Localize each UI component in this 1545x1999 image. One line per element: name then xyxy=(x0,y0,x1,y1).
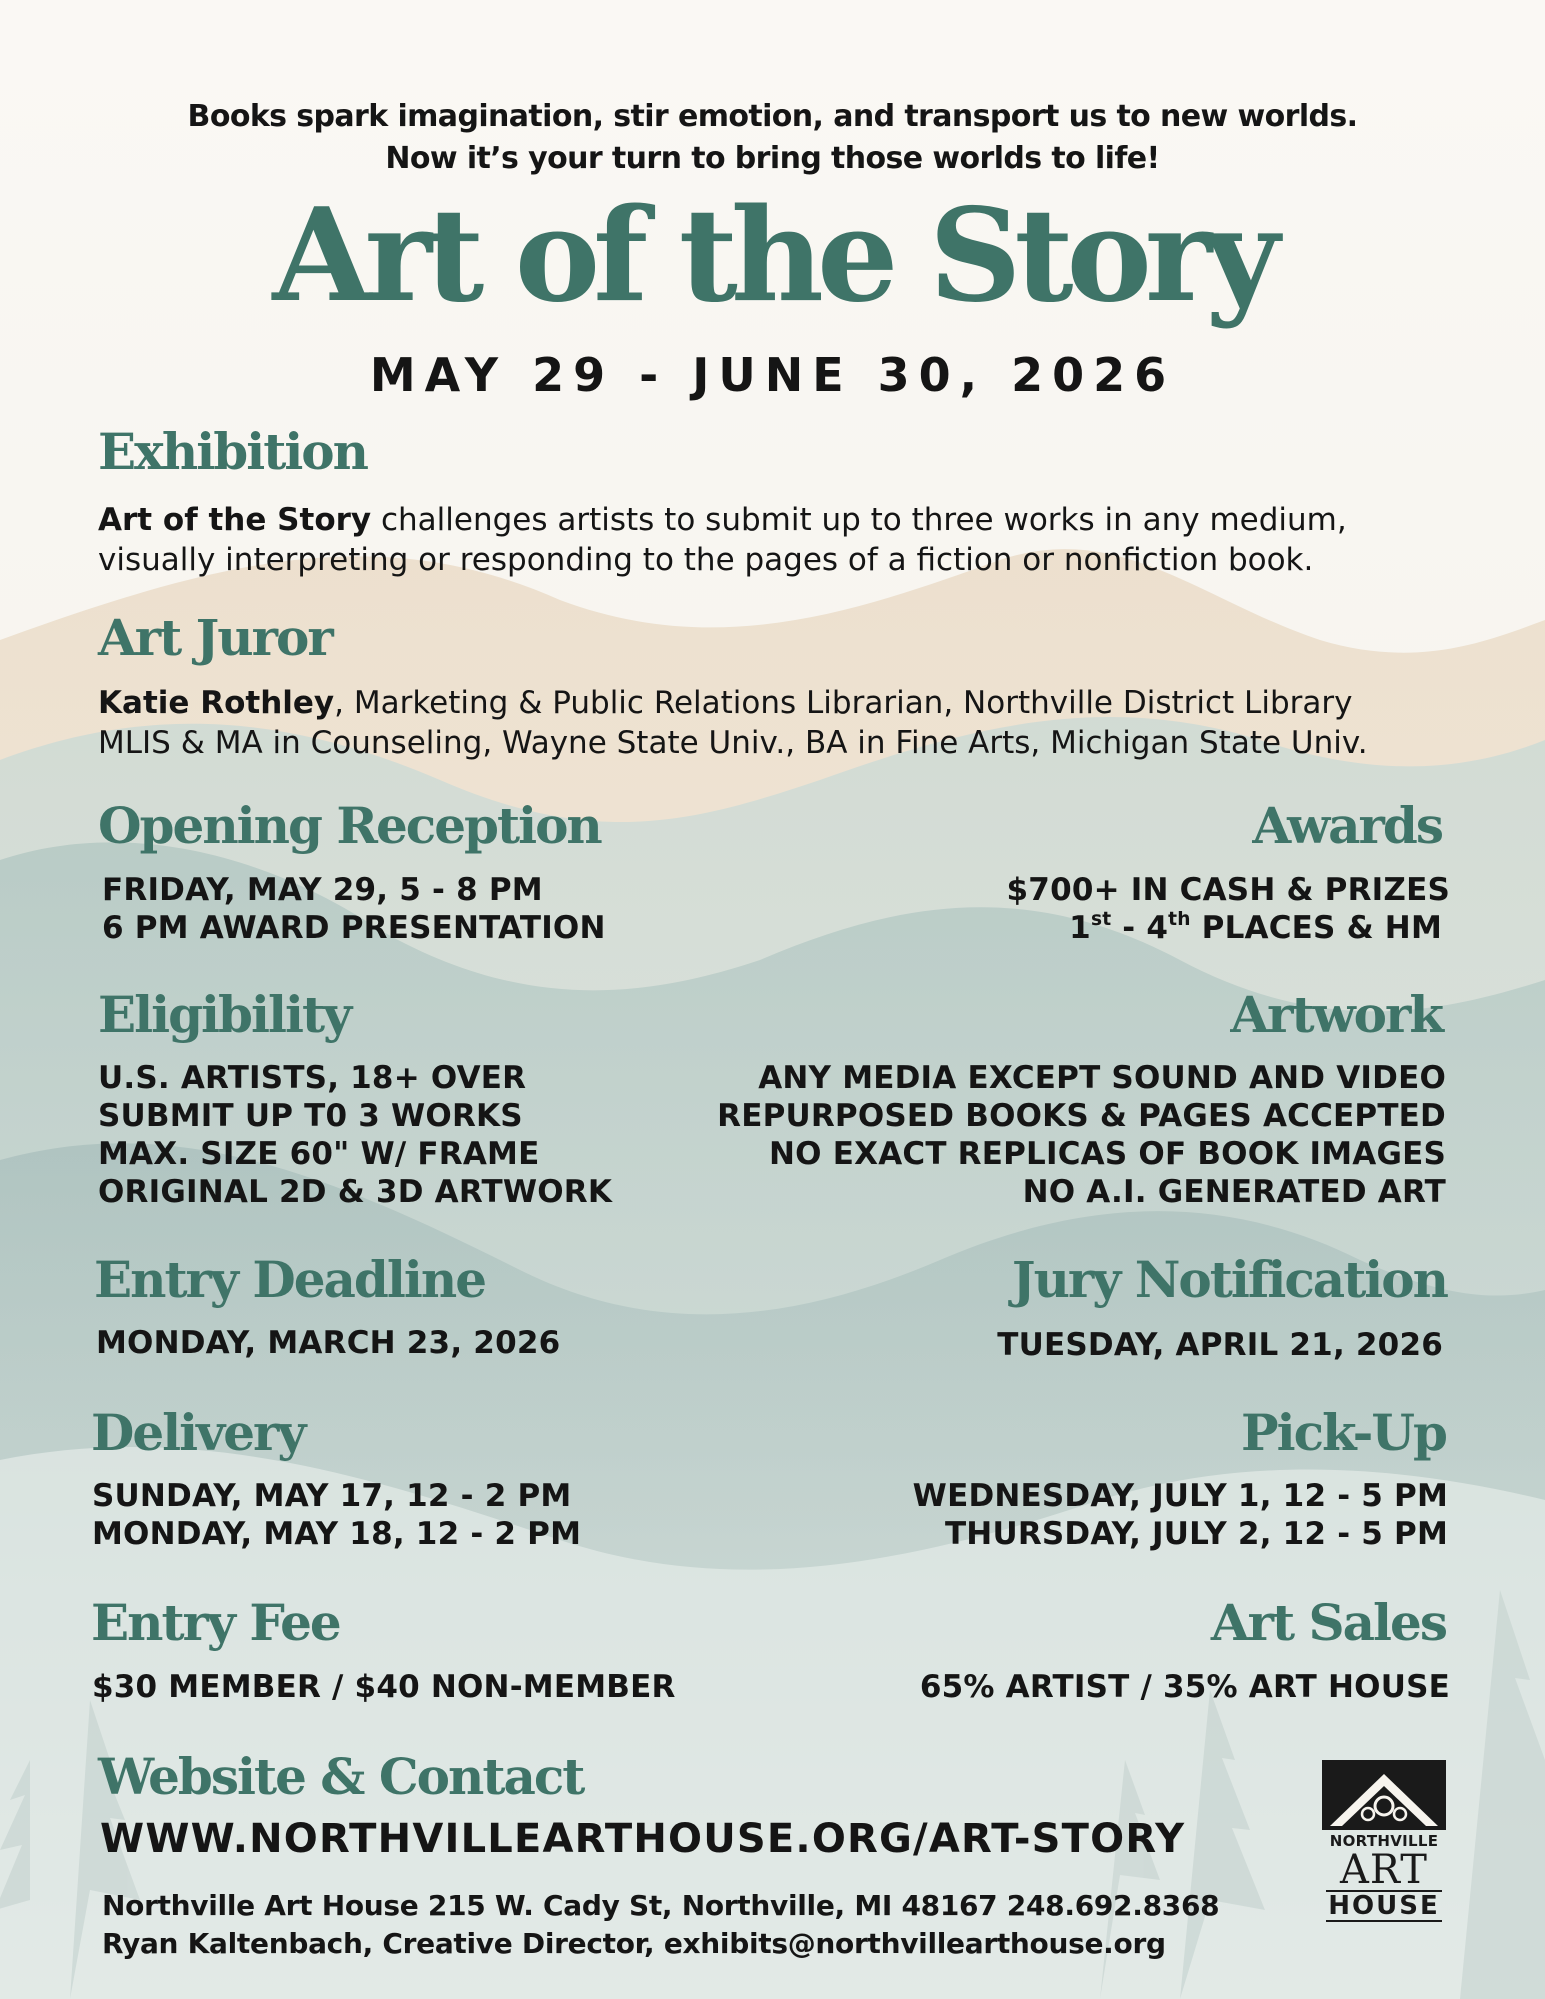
exhibition-line-1-rest: challenges artists to submit up to three works in any medium, xyxy=(371,502,1347,538)
notification-heading: Jury Notification xyxy=(1011,1250,1447,1309)
director-line[interactable]: Ryan Kaltenbach, Creative Director, exhibits@northvillearthouse.org xyxy=(102,1927,1166,1960)
juror-line-1-rest: , Marketing & Public Relations Librarian, Northville District Library xyxy=(334,685,1353,721)
deadline-date: MONDAY, MARCH 23, 2026 xyxy=(96,1325,561,1361)
delivery-heading: Delivery xyxy=(91,1403,305,1462)
pickup-line: WEDNESDAY, JULY 1, 12 - 5 PM xyxy=(912,1478,1448,1514)
awards-line-2 xyxy=(1007,909,1442,947)
juror-details xyxy=(98,683,1368,763)
intro-text xyxy=(0,96,1545,180)
artwork-line: ANY MEDIA EXCEPT SOUND AND VIDEO xyxy=(758,1060,1446,1096)
website-link[interactable]: WWW.NORTHVILLEARTHOUSE.ORG/ART-STORY xyxy=(100,1816,1186,1862)
reception-line: 6 PM AWARD PRESENTATION xyxy=(102,910,606,946)
exhibition-heading: Exhibition xyxy=(98,422,368,481)
logo-art-text: ART xyxy=(1340,1847,1428,1893)
sales-heading: Art Sales xyxy=(1210,1593,1446,1652)
eligibility-heading: Eligibility xyxy=(98,985,351,1044)
awards-place-range: - 4 xyxy=(1111,910,1169,946)
logo-northville-text: NORTHVILLE xyxy=(1329,1832,1439,1850)
juror-name: Katie Rothley xyxy=(98,685,335,721)
house-roof-icon xyxy=(1322,1760,1446,1830)
awards-heading: Awards xyxy=(1252,796,1442,855)
artwork-heading: Artwork xyxy=(1230,985,1442,1044)
artwork-line: NO A.I. GENERATED ART xyxy=(1022,1174,1446,1210)
awards-place-first: 1 xyxy=(1069,910,1091,946)
eligibility-line: U.S. ARTISTS, 18+ OVER xyxy=(98,1060,527,1096)
reception-line: FRIDAY, MAY 29, 5 - 8 PM xyxy=(102,872,543,908)
pickup-details xyxy=(913,1477,1448,1553)
northville-art-house-logo xyxy=(1322,1760,1446,1930)
address-line: Northville Art House 215 W. Cady St, Northville, MI 48167 248.692.8368 xyxy=(102,1889,1220,1922)
awards-sup-th: th xyxy=(1168,908,1191,930)
reception-details xyxy=(102,871,606,947)
exhibition-line-1 xyxy=(98,500,1347,540)
intro-line-1: Books spark imagination, stir emotion, and transport us to new worlds. xyxy=(187,99,1358,134)
reception-heading: Opening Reception xyxy=(98,796,601,855)
fee-amount: $30 MEMBER / $40 NON-MEMBER xyxy=(92,1669,676,1705)
notification-date: TUESDAY, APRIL 21, 2026 xyxy=(997,1327,1443,1363)
deadline-heading: Entry Deadline xyxy=(94,1250,486,1309)
awards-places-rest: PLACES & HM xyxy=(1190,910,1442,946)
poster-title: Art of the Story xyxy=(272,181,1273,331)
exhibition-line-2: visually interpreting or responding to the pages of a fiction or nonfiction book. xyxy=(98,542,1314,578)
awards-line-1: $700+ IN CASH & PRIZES xyxy=(1006,872,1450,908)
contact-heading: Website & Contact xyxy=(98,1747,584,1806)
fee-heading: Entry Fee xyxy=(91,1593,340,1652)
exhibition-title-bold: Art of the Story xyxy=(98,502,372,538)
pickup-heading: Pick-Up xyxy=(1241,1403,1446,1462)
eligibility-line: ORIGINAL 2D & 3D ARTWORK xyxy=(98,1174,613,1210)
eligibility-line: MAX. SIZE 60" W/ FRAME xyxy=(98,1136,540,1172)
logo-house-text: HOUSE xyxy=(1326,1890,1442,1922)
artwork-line: NO EXACT REPLICAS OF BOOK IMAGES xyxy=(769,1136,1446,1172)
juror-heading: Art Juror xyxy=(98,608,332,667)
juror-line-2: MLIS & MA in Counseling, Wayne State Univ., BA in Fine Arts, Michigan State Univ. xyxy=(98,725,1368,761)
artwork-line: REPURPOSED BOOKS & PAGES ACCEPTED xyxy=(717,1098,1446,1134)
intro-line-2: Now it’s your turn to bring those worlds to life! xyxy=(385,141,1160,176)
sales-split: 65% ARTIST / 35% ART HOUSE xyxy=(919,1669,1450,1705)
artwork-details xyxy=(717,1059,1446,1211)
pickup-line: THURSDAY, JULY 2, 12 - 5 PM xyxy=(944,1516,1448,1552)
delivery-line: SUNDAY, MAY 17, 12 - 2 PM xyxy=(92,1478,572,1514)
juror-line-1 xyxy=(98,683,1368,723)
exhibition-dates: MAY 29 - JUNE 30, 2026 xyxy=(369,348,1176,402)
eligibility-details xyxy=(98,1059,612,1211)
eligibility-line: SUBMIT UP T0 3 WORKS xyxy=(98,1098,523,1134)
delivery-line: MONDAY, MAY 18, 12 - 2 PM xyxy=(92,1516,582,1552)
awards-sup-st: st xyxy=(1090,908,1112,930)
exhibition-description xyxy=(98,500,1347,580)
awards-details xyxy=(1007,871,1450,947)
contact-details xyxy=(102,1887,1219,1963)
delivery-details xyxy=(92,1477,581,1553)
